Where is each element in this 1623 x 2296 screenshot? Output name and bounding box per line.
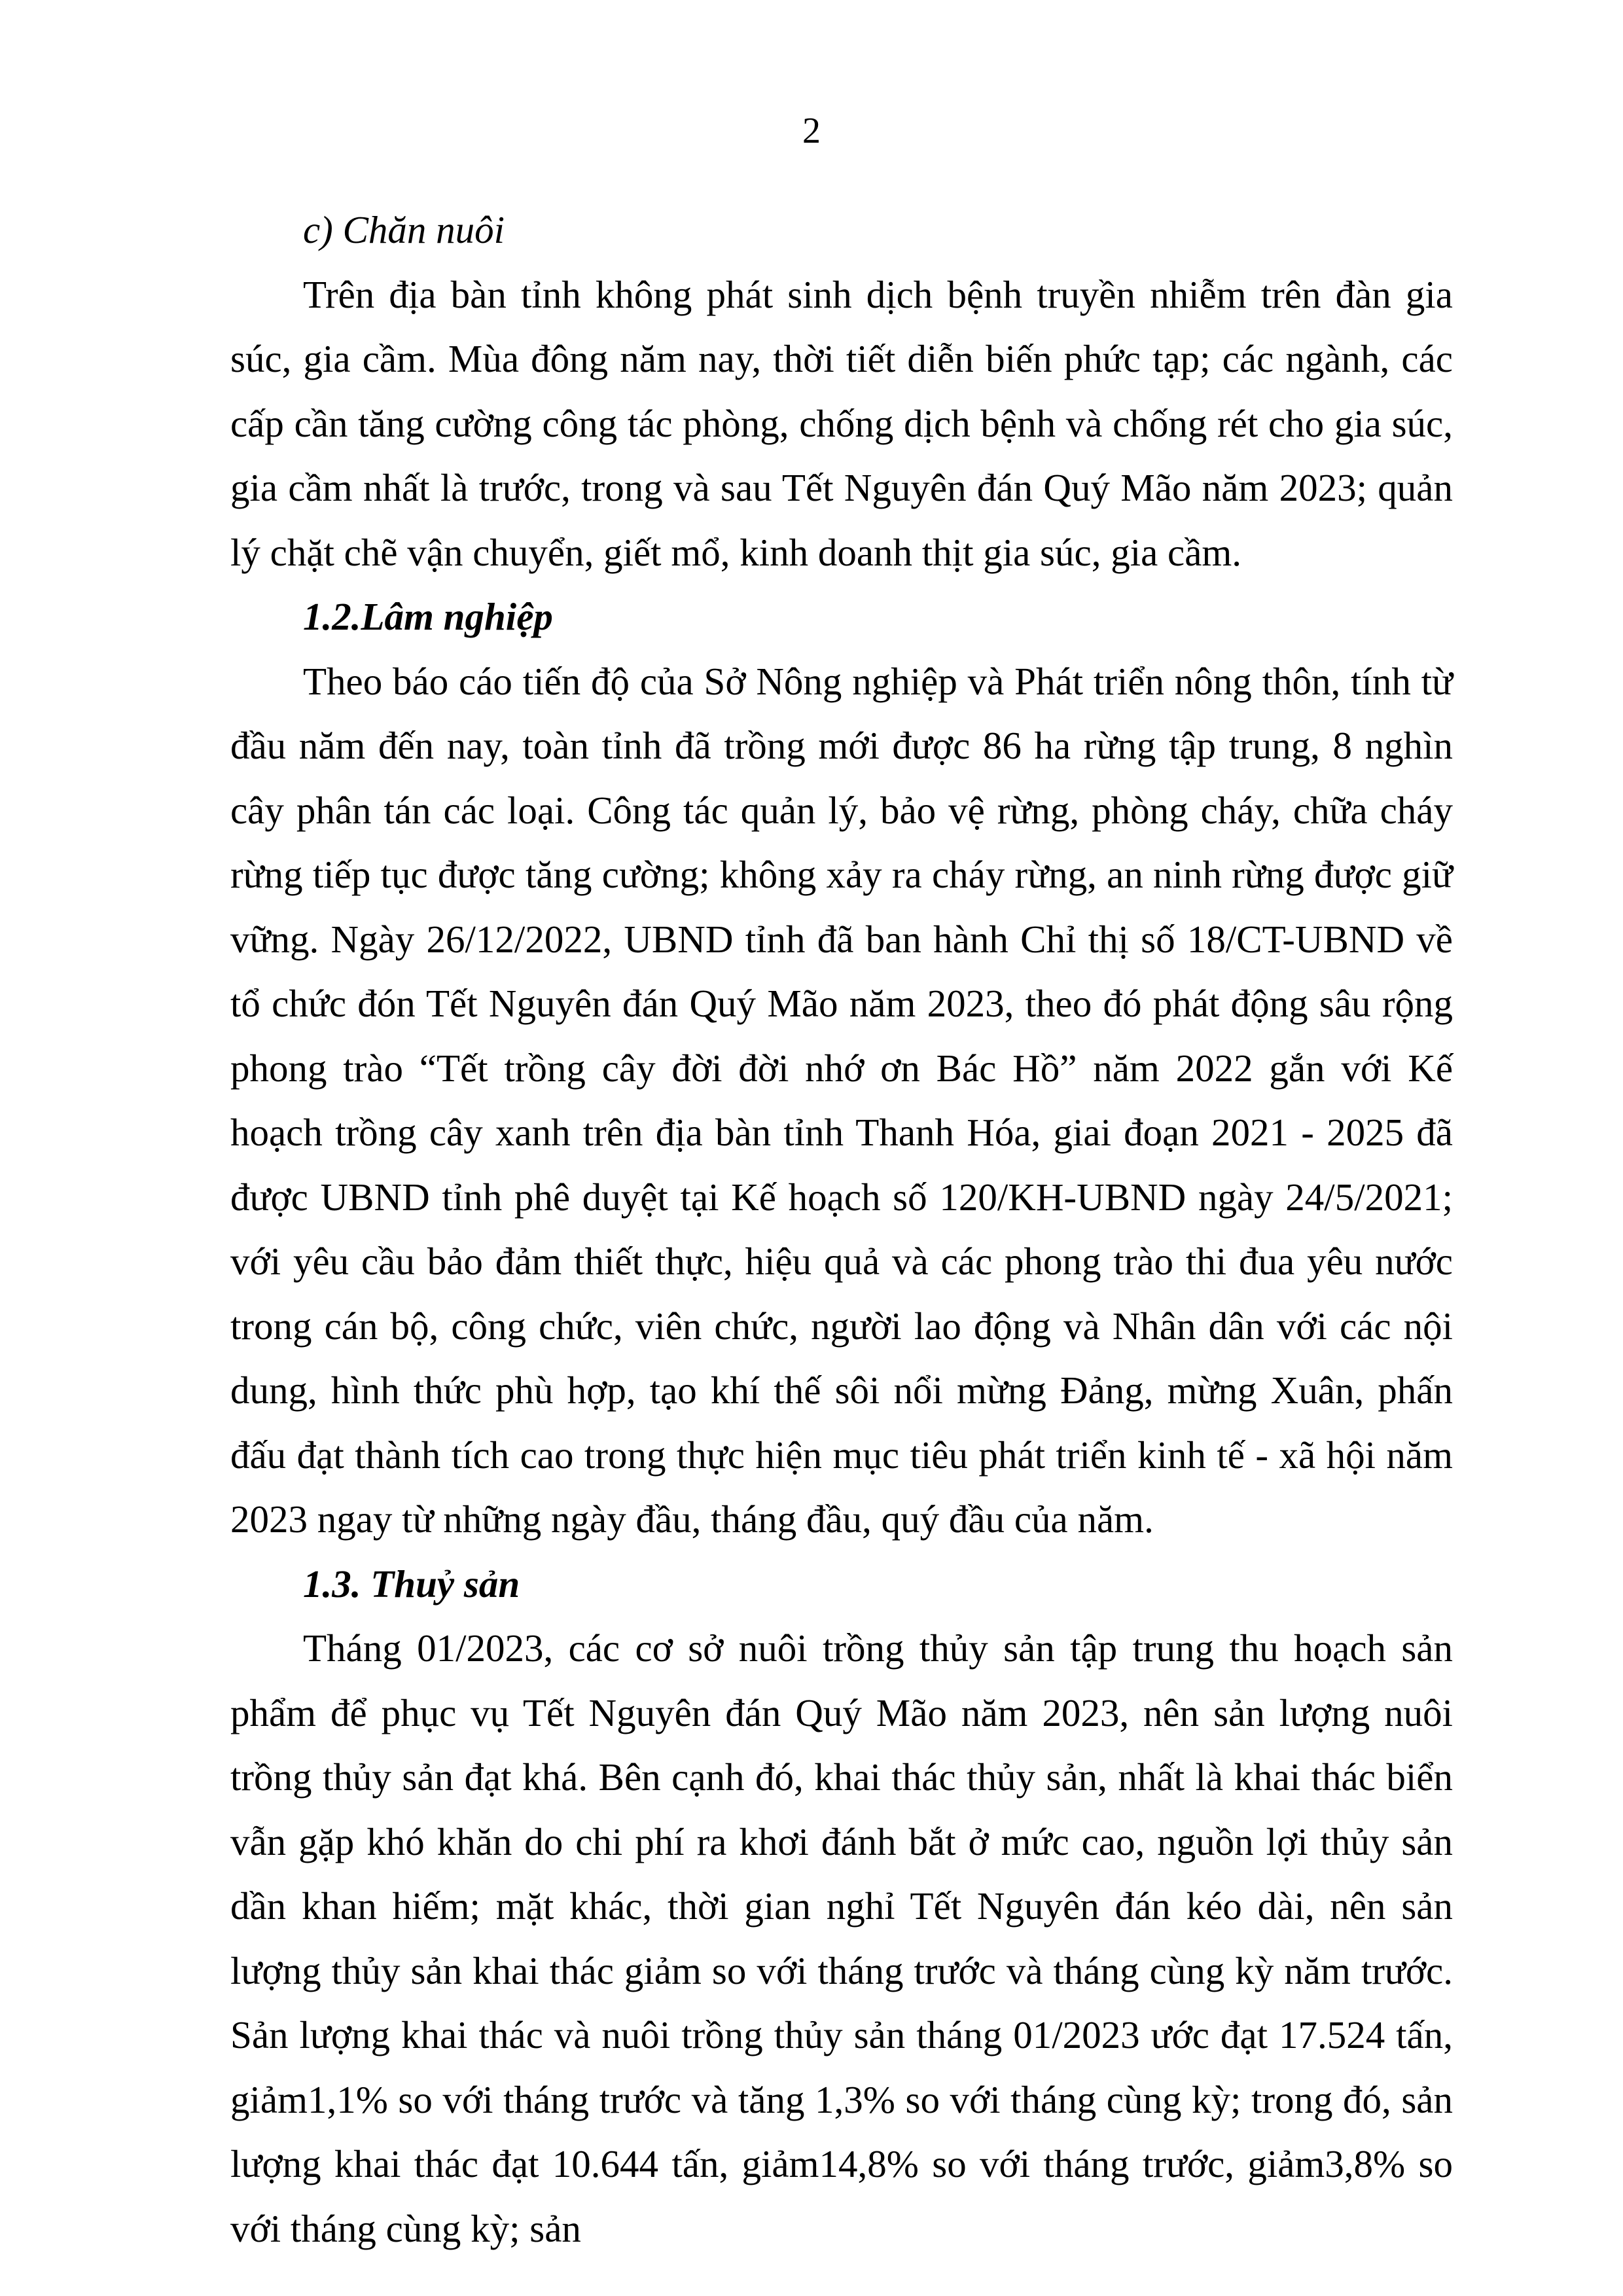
paragraph-forestry: Theo báo cáo tiến độ của Sở Nông nghiệp và Phát triển nông thôn, tính từ đầu năm đến nay, toàn tỉnh đã trồng mới được 86 ha rừng tập trung, 8 nghìn cây phân tán các loại. Công tác quản lý, bảo vệ rừng, phòng cháy, chữa cháy rừng tiếp tục được tăng cường; không xảy ra cháy rừng, an ninh rừng được giữ vững. Ngày 26/12/2022, UBND tỉnh đã ban hành Chỉ thị số 18/CT-UBND về tổ chức đón Tết Nguyên đán Quý Mão năm 2023, theo đó phát động sâu rộng phong trào “Tết trồng cây đời đời nhớ ơn Bác Hồ” năm 2022 gắn với Kế hoạch trồng cây xanh trên địa bàn tỉnh Thanh Hóa, giai đoạn 2021 - 2025 đã được UBND tỉnh phê duyệt tại Kế hoạch số 120/KH-UBND ngày 24/5/2021; với yêu cầu bảo đảm thiết thực, hiệu quả và các phong trào thi đua yêu nước trong cán bộ, công chức, viên chức, người lao động và Nhân dân với các nội dung, hình thức phù hợp, tạo khí thế sôi nổi mừng Đảng, mừng Xuân, phấn đấu đạt thành tích cao trong thực hiện mục tiêu phát triển kinh tế - xã hội năm 2023 ngay từ những ngày đầu, tháng đầu, quý đầu của năm. — [230, 659, 1453, 1541]
section-heading-fisheries: 1.3. Thuỷ sản — [303, 1562, 520, 1605]
section-livestock — [230, 198, 1453, 584]
paragraph-livestock: Trên địa bàn tỉnh không phát sinh dịch bệnh truyền nhiễm trên đàn gia súc, gia cầm. Mùa đông năm nay, thời tiết diễn biến phức tạp; các ngành, các cấp cần tăng cường công tác phòng, chống dịch bệnh và chống rét cho gia súc, gia cầm nhất là trước, trong và sau Tết Nguyên đán Quý Mão năm 2023; quản lý chặt chẽ vận chuyển, giết mổ, kinh doanh thịt gia súc, gia cầm. — [230, 272, 1453, 574]
paragraph-fisheries: Tháng 01/2023, các cơ sở nuôi trồng thủy sản tập trung thu hoạch sản phẩm để phục vụ Tết Nguyên đán Quý Mão năm 2023, nên sản lượng nuôi trồng thủy sản đạt khá. Bên cạnh đó, khai thác thủy sản, nhất là khai thác biển vẫn gặp khó khăn do chi phí ra khơi đánh bắt ở mức cao, nguồn lợi thủy sản dần khan hiếm; mặt khác, thời gian nghỉ Tết Nguyên đán kéo dài, nên sản lượng thủy sản khai thác giảm so với tháng trước và tháng cùng kỳ năm trước. Sản lượng khai thác và nuôi trồng thủy sản tháng 01/2023 ước đạt 17.524 tấn, giảm1,1% so với tháng trước và tăng 1,3% so với tháng cùng kỳ; trong đó, sản lượng khai thác đạt 10.644 tấn, giảm14,8% so với tháng trước, giảm3,8% so với tháng cùng kỳ; sản — [230, 1626, 1453, 2250]
section-forestry — [230, 584, 1453, 1552]
subsection-heading-livestock: c) Chăn nuôi — [303, 208, 505, 251]
section-fisheries — [230, 1552, 1453, 2261]
section-heading-forestry: 1.2.Lâm nghiệp — [303, 595, 553, 638]
document-body — [230, 198, 1453, 2261]
page-number: 2 — [802, 111, 821, 151]
